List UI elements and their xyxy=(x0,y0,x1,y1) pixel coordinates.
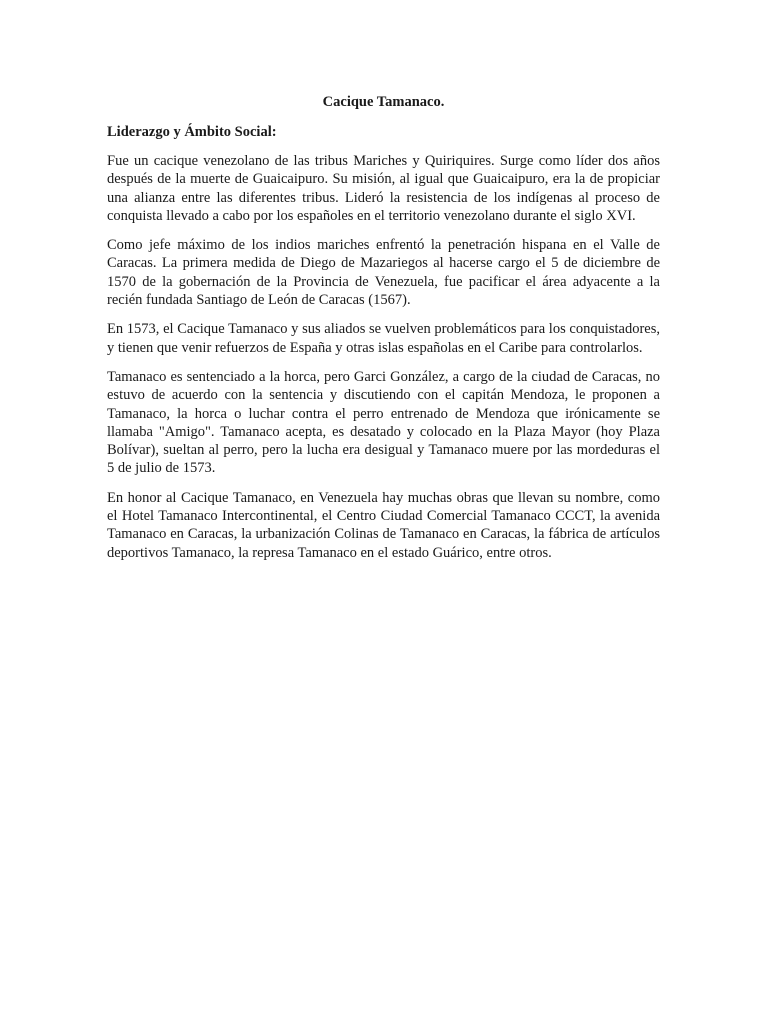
paragraph-3: En 1573, el Cacique Tamanaco y sus aliados se vuelven problemáticos para los conquistadores, y tienen que venir refuerzos de España y otras islas españolas en el Caribe para controlarlos. xyxy=(107,321,660,356)
document-page xyxy=(107,92,660,573)
document-title: Cacique Tamanaco. xyxy=(322,94,445,110)
paragraph-5: En honor al Cacique Tamanaco, en Venezuela hay muchas obras que llevan su nombre, como el Hotel Tamanaco Intercontinental, el Centro Ciudad Comercial Tamanaco CCCT, la avenida Tamanaco en Caracas, la urbanización Colinas de Tamanaco en Caracas, la fábrica de artículos deportivos Tamanaco, la represa Tamanaco en el estado Guárico, entre otros. xyxy=(107,489,660,561)
paragraph-2: Como jefe máximo de los indios mariches enfrentó la penetración hispana en el Valle de Caracas. La primera medida de Diego de Mazariegos al hacerse cargo el 5 de diciembre de 1570 de la gobernación de la Provincia de Venezuela, fue pacificar el área adyacente a la recién fundada Santiago de León de Caracas (1567). xyxy=(107,237,660,309)
section-heading: Liderazgo y Ámbito Social: xyxy=(107,124,277,140)
paragraph-4: Tamanaco es sentenciado a la horca, pero Garci González, a cargo de la ciudad de Caracas, no estuvo de acuerdo con la sentencia y discutiendo con el capitán Mendoza, le proponen a Tamanaco, la horca o luchar contra el perro entrenado de Mendoza que irónicamente se llamaba "Amigo". Tamanaco acepta, es desatado y colocado en la Plaza Mayor (hoy Plaza Bolívar), sueltan al perro, pero la lucha era desigual y Tamanaco muere por las mordeduras el 5 de julio de 1573. xyxy=(107,368,660,477)
paragraph-1: Fue un cacique venezolano de las tribus Mariches y Quiriquires. Surge como líder dos años después de la muerte de Guaicaipuro. Su misión, al igual que Guaicaipuro, era la de propiciar una alianza entre las diferentes tribus. Lideró la resistencia de los indígenas al proceso de conquista llevado a cabo por los españoles en el territorio venezolano durante el siglo XVI. xyxy=(107,153,660,224)
